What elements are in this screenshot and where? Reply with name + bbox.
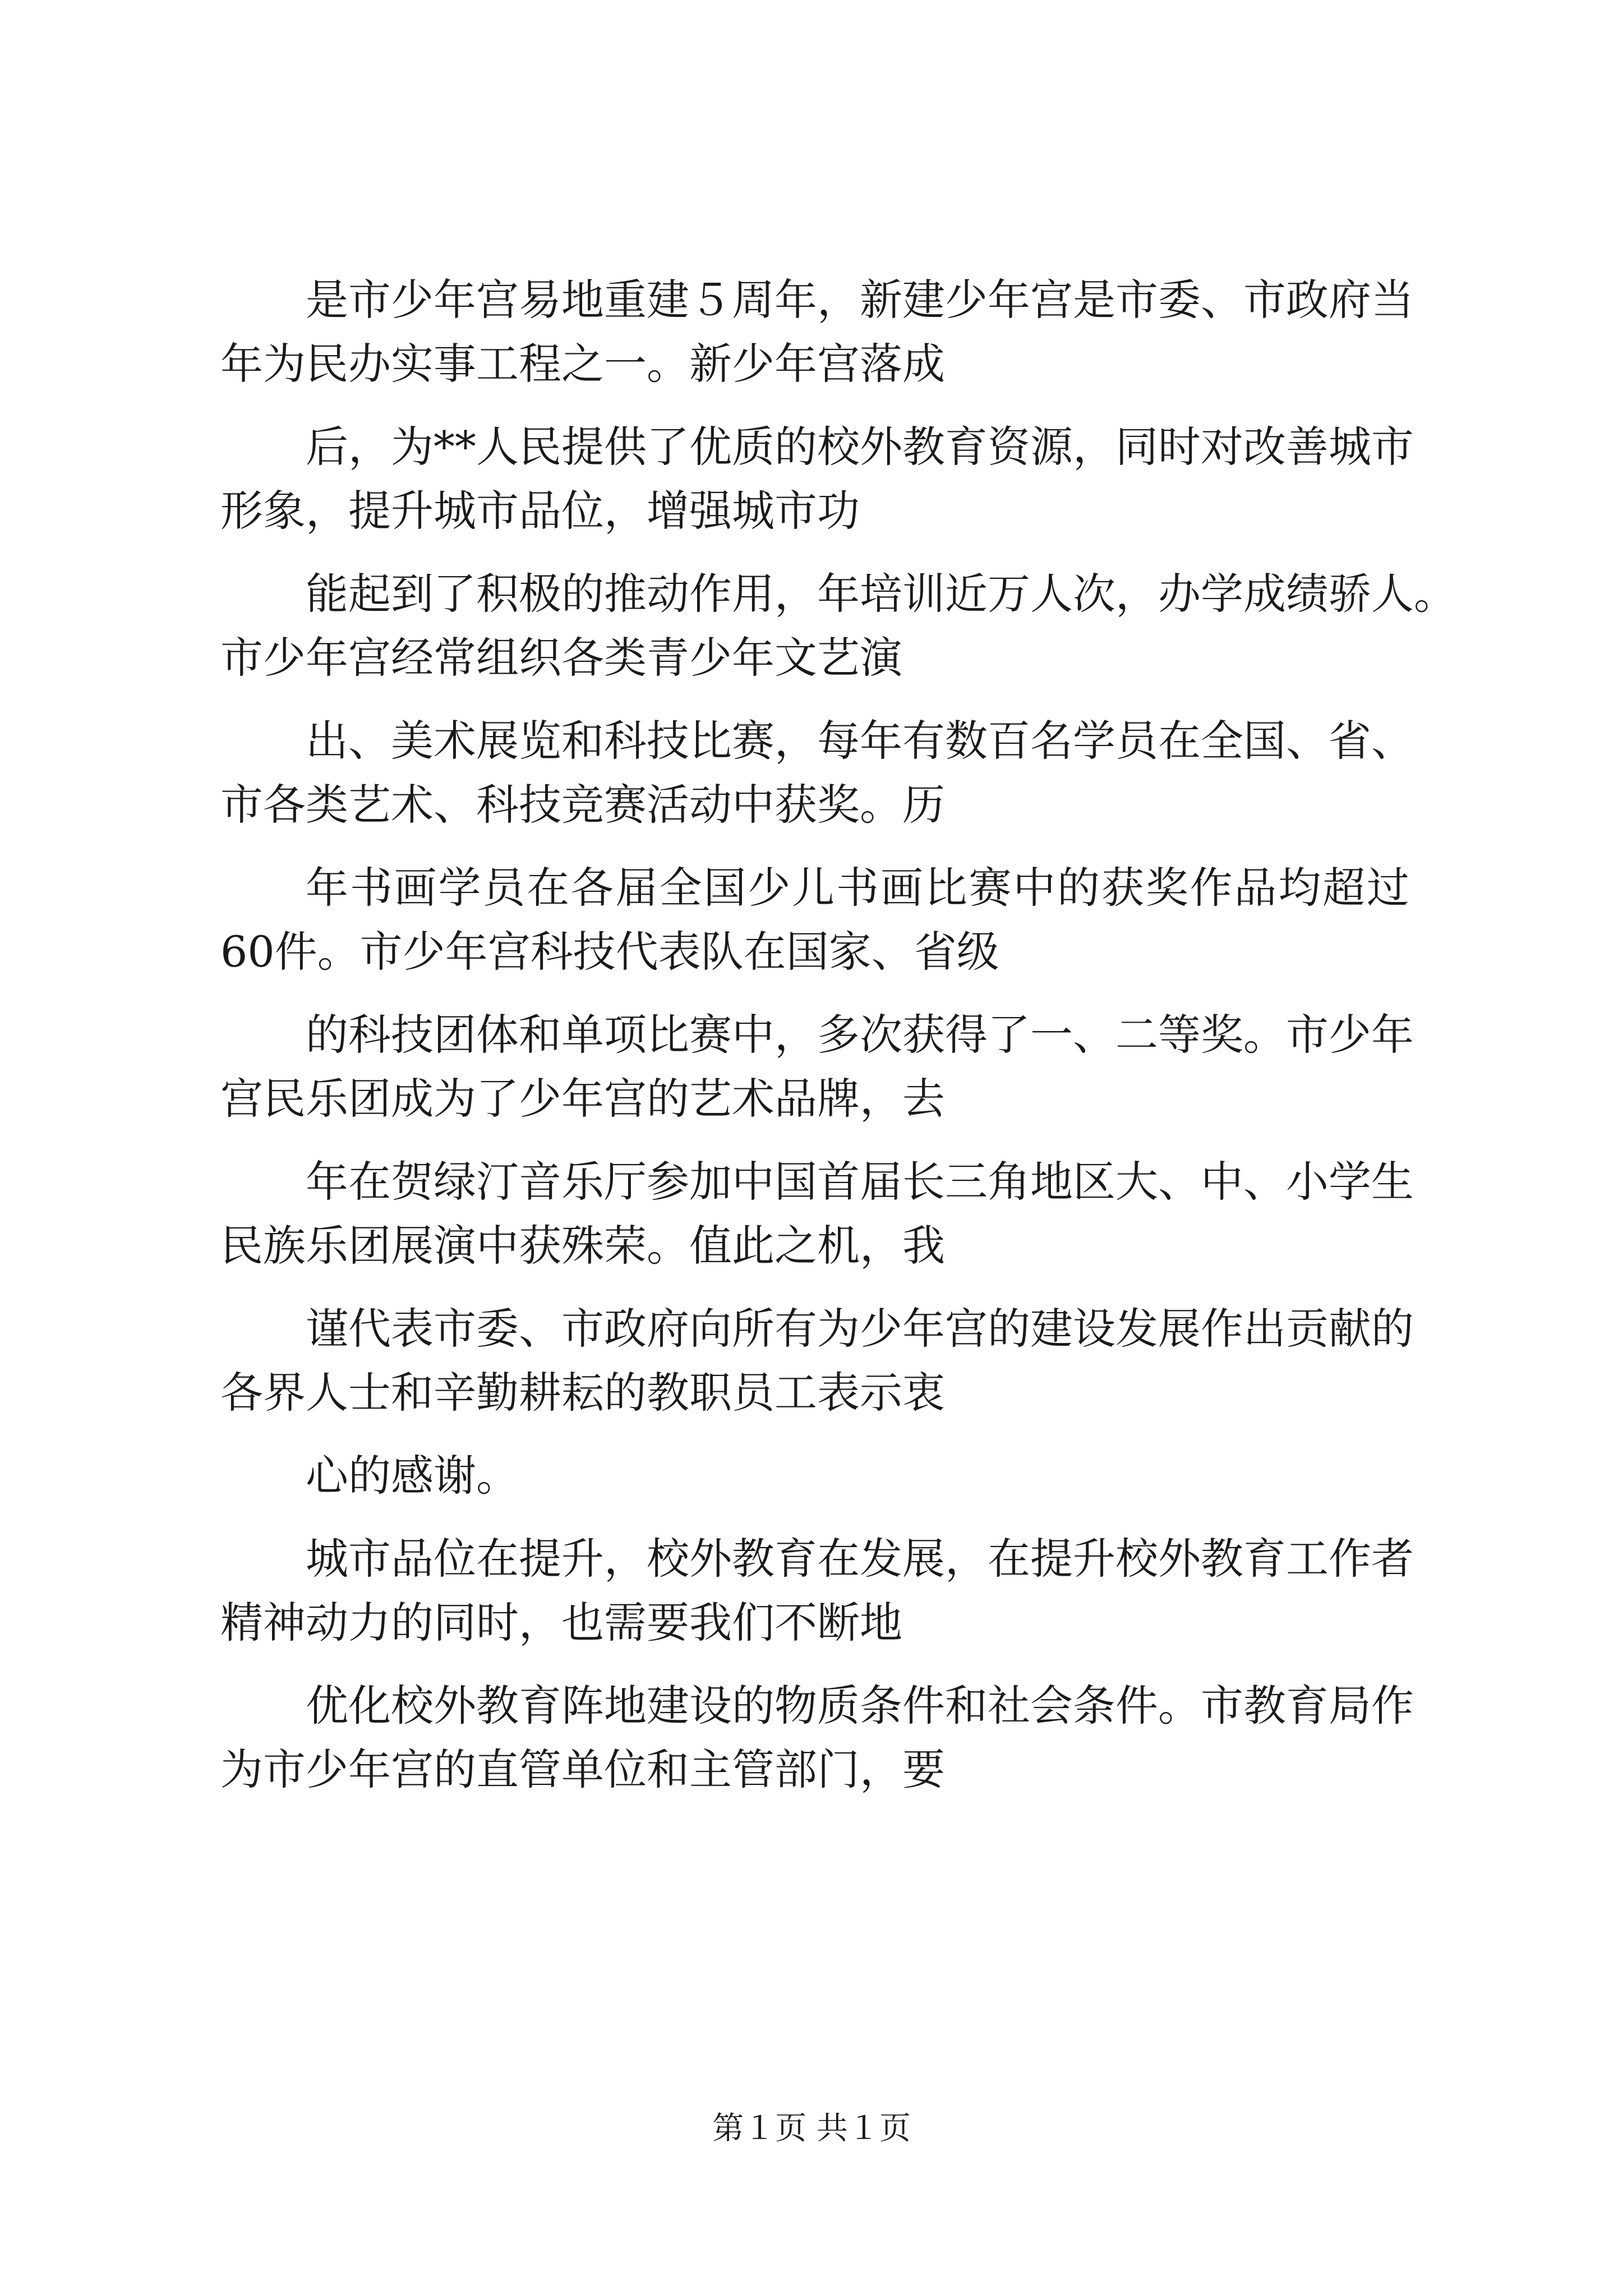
paragraph	[220, 1003, 1414, 1131]
paragraph	[220, 268, 1414, 396]
paragraph-line: 民族乐团展演中获殊荣。值此之机，我	[220, 1221, 945, 1271]
paragraph	[220, 1674, 1414, 1802]
paragraph-line: 年为民办实事工程之一。新少年宫落成	[220, 339, 945, 389]
paragraph	[220, 1444, 1409, 1508]
paragraph-line: 能起到了积极的推动作用，年培训近万人次，办学成绩骄人。	[306, 569, 1456, 619]
paragraph	[220, 415, 1414, 543]
paragraph-line: 宫民乐团成为了少年宫的艺术品牌，去	[220, 1074, 945, 1124]
paragraph-line: 年在贺绿汀音乐厅参加中国首届长三角地区大、中、小学生	[306, 1157, 1414, 1207]
paragraph-line: 的科技团体和单项比赛中，多次获得了一、二等奖。市少年	[306, 1010, 1414, 1060]
paragraph	[220, 1527, 1414, 1655]
paragraph-line: 年书画学员在各届全国少儿书画比赛中的获奖作品均超过	[306, 863, 1409, 913]
paragraph-line: 后，为**人民提供了优质的校外教育资源，同时对改善城市	[306, 422, 1414, 472]
body-text	[220, 268, 1456, 1821]
paragraph	[220, 709, 1414, 837]
paragraph-line: 城市品位在提升，校外教育在发展，在提升校外教育工作者	[306, 1534, 1414, 1584]
paragraph-line: 各界人士和辛勤耕耘的教职员工表示衷	[220, 1368, 945, 1418]
paragraph-line: 市少年宫经常组织各类青少年文艺演	[220, 633, 902, 683]
paragraph-line: 是市少年宫易地重建５周年，新建少年宫是市委、市政府当	[306, 275, 1414, 325]
paragraph-line: 60件。市少年宫科技代表队在国家、省级	[220, 927, 999, 977]
paragraph-line: 市各类艺术、科技竞赛活动中获奖。历	[220, 780, 945, 830]
paragraph-line: 出、美术展览和科技比赛，每年有数百名学员在全国、省、	[306, 716, 1414, 766]
paragraph	[220, 856, 1409, 984]
paragraph	[220, 1150, 1414, 1278]
paragraph-line: 形象，提升城市品位，增强城市功	[220, 486, 860, 536]
page-footer: 第１页 共１页	[712, 2110, 911, 2147]
paragraph-line: 精神动力的同时，也需要我们不断地	[220, 1598, 902, 1648]
paragraph	[220, 1297, 1414, 1425]
paragraph	[220, 562, 1456, 690]
paragraph-line: 谨代表市委、市政府向所有为少年宫的建设发展作出贡献的	[306, 1304, 1414, 1354]
paragraph-line: 优化校外教育阵地建设的物质条件和社会条件。市教育局作	[306, 1681, 1414, 1731]
paragraph-line: 为市少年宫的直管单位和主管部门，要	[220, 1745, 945, 1795]
paragraph-line: 心的感谢。	[306, 1451, 519, 1501]
